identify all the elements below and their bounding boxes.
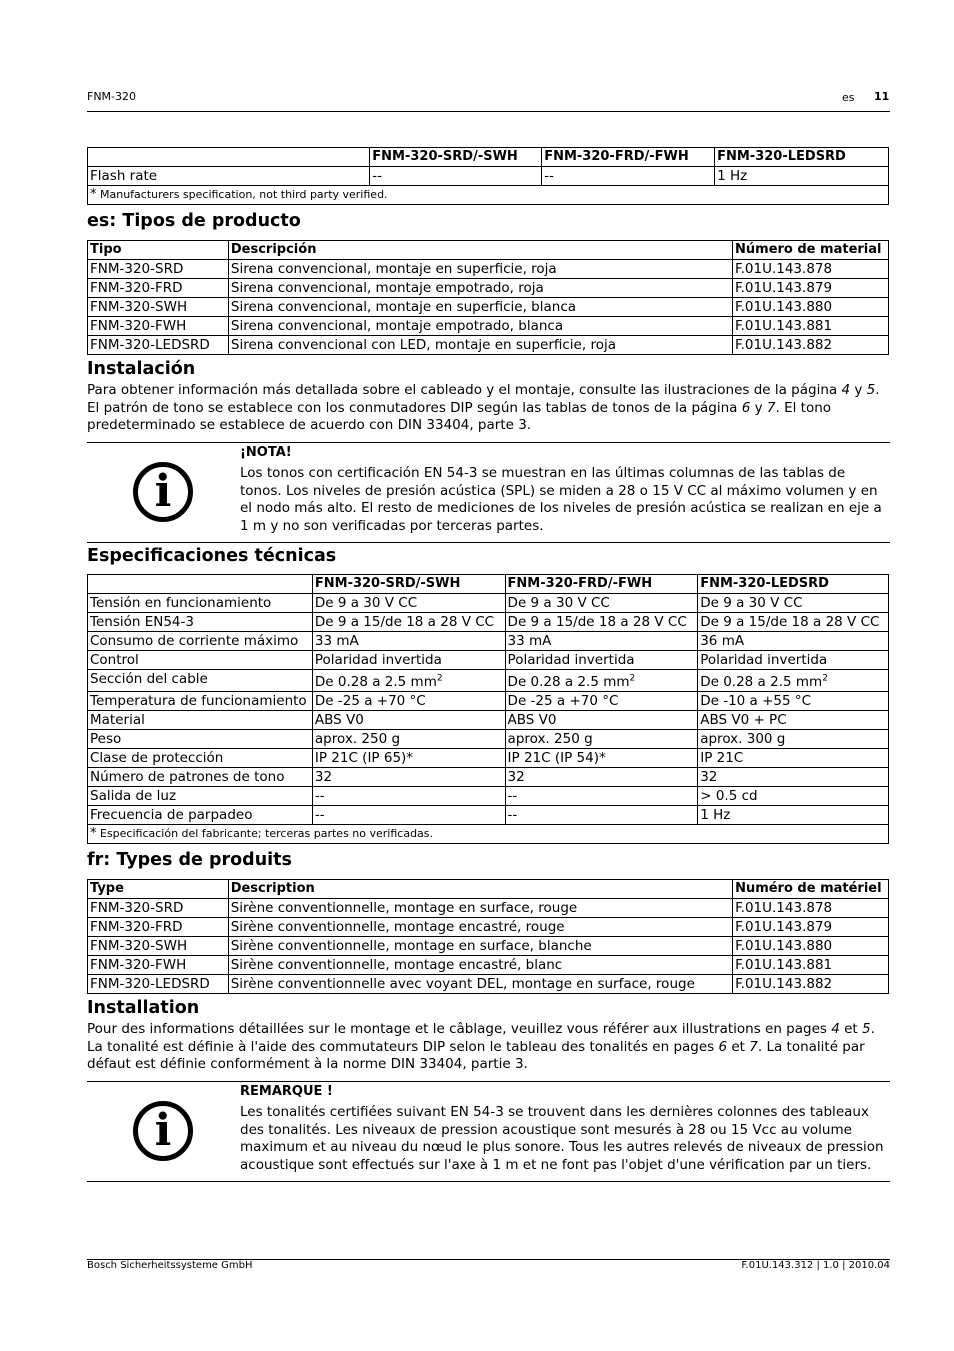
text: .	[870, 1021, 875, 1037]
table-row	[88, 768, 889, 787]
cell: IP 21C (IP 54)*	[505, 749, 698, 768]
section-heading-es-specs: Especificaciones técnicas	[87, 546, 337, 566]
table-row	[88, 298, 889, 317]
cell: Sección del cable	[88, 670, 313, 692]
info-icon: i	[133, 1101, 193, 1161]
col-header: FNM-320-LEDSRD	[698, 575, 889, 594]
text: défaut est définie conformément à la norme DIN 33404, partie 3.	[87, 1056, 528, 1072]
note-text	[240, 465, 888, 536]
header-page-number: 11	[874, 90, 890, 103]
cell: --	[542, 167, 715, 186]
cell: De 9 a 15/de 18 a 28 V CC	[312, 613, 505, 632]
col-header: Description	[228, 880, 732, 899]
cell: F.01U.143.882	[733, 975, 889, 994]
page-ref: 7	[766, 399, 776, 416]
cell: > 0.5 cd	[698, 787, 889, 806]
note-text	[240, 1104, 888, 1175]
cell: Sirène conventionnelle, montage encastré, rouge	[228, 918, 732, 937]
cell: De -25 a +70 °C	[312, 692, 505, 711]
header-rule	[87, 111, 890, 112]
superscript: 2	[822, 673, 828, 684]
text: Les tonalités certifiées suivant EN 54-3 se trouvent dans les dernières colonnes des tableaux	[240, 1104, 869, 1120]
cell: Polaridad invertida	[505, 651, 698, 670]
cell: 33 mA	[312, 632, 505, 651]
text: y	[750, 399, 767, 416]
cell: 33 mA	[505, 632, 698, 651]
table-row	[88, 279, 889, 298]
cell: Polaridad invertida	[698, 651, 889, 670]
table-row	[88, 613, 889, 632]
cell	[698, 670, 889, 692]
col-header: Numéro de matériel	[733, 880, 889, 899]
cell: aprox. 250 g	[505, 730, 698, 749]
text: y	[850, 382, 867, 398]
page-ref: 4	[831, 1021, 840, 1037]
col-header: Número de material	[733, 241, 889, 260]
cell: Sirène conventionnelle, montage encastré, blanc	[228, 956, 732, 975]
cell: Número de patrones de tono	[88, 768, 313, 787]
cell: --	[312, 787, 505, 806]
text: et	[839, 1021, 863, 1037]
table-row	[88, 787, 889, 806]
info-icon: i	[133, 462, 193, 522]
cell: De -25 a +70 °C	[505, 692, 698, 711]
cell: De 9 a 15/de 18 a 28 V CC	[698, 613, 889, 632]
text: Para obtener información más detallada sobre el cableado y el montaje, consulte las ilustraciones de la página	[87, 382, 842, 398]
table-row	[88, 670, 889, 692]
cell: FNM-320-SWH	[88, 298, 229, 317]
table-row	[88, 692, 889, 711]
note-title: REMARQUE !	[240, 1084, 333, 1099]
section-heading-es-install: Instalación	[87, 359, 196, 379]
cell: Sirena convencional, montaje en superficie, blanca	[228, 298, 732, 317]
table-row	[88, 749, 889, 768]
cell: F.01U.143.878	[733, 260, 889, 279]
col-header: FNM-320-SRD/-SWH	[370, 148, 542, 167]
table-row	[88, 899, 889, 918]
cell: FNM-320-SWH	[88, 937, 229, 956]
text: El patrón de tono se establece con los conmutadores DIP según las tablas de tonos de la página	[87, 399, 742, 416]
cell: De 9 a 30 V CC	[505, 594, 698, 613]
page-ref: 5	[866, 382, 876, 398]
page-ref: 6	[718, 1038, 728, 1055]
text: De 0.28 a 2.5 mm	[507, 674, 630, 690]
cell: IP 21C	[698, 749, 889, 768]
cell: De -10 a +55 °C	[698, 692, 889, 711]
col-header	[88, 148, 370, 167]
cell: F.01U.143.878	[733, 899, 889, 918]
cell: --	[312, 806, 505, 825]
cell: Material	[88, 711, 313, 730]
cell: FNM-320-LEDSRD	[88, 336, 229, 355]
cell: Flash rate	[88, 167, 370, 186]
text: maximum et au niveau du nœud le plus sonore. Tous les autres relevés de niveaux de pression	[240, 1139, 884, 1156]
table-footnote	[88, 186, 889, 205]
cell: Tensión EN54-3	[88, 613, 313, 632]
cell: Clase de protección	[88, 749, 313, 768]
cell: --	[505, 806, 698, 825]
cell: F.01U.143.879	[733, 279, 889, 298]
text: .	[875, 382, 880, 398]
footnote-text: Especificación del fabricante; terceras partes no verificadas.	[100, 827, 434, 840]
cell: 1 Hz	[715, 167, 889, 186]
table-row	[88, 806, 889, 825]
footnote-text: Manufacturers specification, not third party verified.	[100, 188, 388, 201]
cell: Salida de luz	[88, 787, 313, 806]
col-header: Type	[88, 880, 229, 899]
cell: Sirena convencional con LED, montaje en superficie, roja	[228, 336, 732, 355]
table-footnote	[88, 825, 889, 844]
cell: 32	[505, 768, 698, 787]
section-heading-es-types: es: Tipos de producto	[87, 211, 301, 231]
text: el nodo más alto. El resto de mediciones de los niveles de presión acústica se realizan en eje a	[240, 500, 882, 517]
cell: Polaridad invertida	[312, 651, 505, 670]
cell: 1 Hz	[698, 806, 889, 825]
table-row	[88, 632, 889, 651]
text: . El tono	[775, 399, 832, 416]
cell: --	[505, 787, 698, 806]
superscript: 2	[436, 673, 443, 684]
table-row	[88, 651, 889, 670]
cell: F.01U.143.880	[733, 937, 889, 956]
cell: FNM-320-LEDSRD	[88, 975, 229, 994]
cell: 32	[698, 768, 889, 787]
note-title: ¡NOTA!	[240, 445, 292, 460]
es-types-table	[87, 240, 889, 355]
col-header: FNM-320-SRD/-SWH	[312, 575, 505, 594]
table-row	[88, 317, 889, 336]
cell: aprox. 250 g	[312, 730, 505, 749]
col-header: FNM-320-FRD/-FWH	[542, 148, 715, 167]
cell: Peso	[88, 730, 313, 749]
cell: Sirena convencional, montaje empotrado, roja	[228, 279, 732, 298]
cell: F.01U.143.881	[733, 956, 889, 975]
table-row	[88, 336, 889, 355]
cell: F.01U.143.881	[733, 317, 889, 336]
cell: 32	[312, 768, 505, 787]
cell: 36 mA	[698, 632, 889, 651]
table-row	[88, 975, 889, 994]
col-header: Descripción	[228, 241, 732, 260]
table-row	[88, 711, 889, 730]
text: predeterminado se establece de acuerdo con DIN 33404, parte 3.	[87, 417, 532, 433]
cell: De 9 a 30 V CC	[312, 594, 505, 613]
table-row	[88, 918, 889, 937]
cell	[312, 670, 505, 692]
table-row	[88, 260, 889, 279]
es-note-box	[87, 442, 890, 543]
footnote-mark: *	[90, 826, 97, 841]
cell: Temperatura de funcionamiento	[88, 692, 313, 711]
text: et	[727, 1038, 750, 1055]
section-heading-fr-types: fr: Types de produits	[87, 850, 292, 870]
text: acoustique sont effectués sur l'axe à 1 m et ne font pas l'objet d'une vérification par un tiers.	[240, 1157, 872, 1174]
cell: Tensión en funcionamiento	[88, 594, 313, 613]
cell: Control	[88, 651, 313, 670]
text: Los tonos con certificación EN 54-3 se muestran en las últimas columnas de las tablas de	[240, 465, 846, 481]
cell: FNM-320-FRD	[88, 279, 229, 298]
page-ref: 4	[841, 382, 851, 398]
cell: De 9 a 15/de 18 a 28 V CC	[505, 613, 698, 632]
cell: Sirena convencional, montaje en superficie, roja	[228, 260, 732, 279]
header-lang: es	[842, 91, 855, 104]
text: . La tonalité par	[757, 1038, 865, 1055]
text: La tonalité est définie à l'aide des commutateurs DIP selon le tableau des tonalités en pages	[87, 1038, 719, 1055]
col-header: FNM-320-FRD/-FWH	[505, 575, 698, 594]
page-ref: 5	[862, 1021, 871, 1037]
cell: aprox. 300 g	[698, 730, 889, 749]
text: tonos. Los niveles de presión acústica (SPL) se miden a 28 o 15 V CC al máximo volumen y en	[240, 482, 878, 499]
superscript: 2	[629, 673, 636, 684]
cell: FNM-320-FWH	[88, 956, 229, 975]
cell: ABS V0	[312, 711, 505, 730]
cell: FNM-320-SRD	[88, 260, 229, 279]
table-row	[88, 956, 889, 975]
es-specs-table	[87, 574, 889, 844]
table-row	[88, 730, 889, 749]
col-header: FNM-320-LEDSRD	[715, 148, 889, 167]
footnote-mark: *	[90, 187, 97, 202]
text: des tonalités. Les niveaux de pression acoustique sont mesurés à 28 ou 15 Vcc au volume	[240, 1121, 852, 1138]
footer-company: Bosch Sicherheitssysteme GmbH	[87, 1260, 253, 1271]
cell: F.01U.143.879	[733, 918, 889, 937]
es-install-paragraph	[87, 382, 890, 435]
header-doc-title: FNM-320	[87, 90, 137, 103]
footer-doc-id: F.01U.143.312 | 1.0 | 2010.04	[741, 1260, 890, 1271]
page-ref: 7	[749, 1038, 758, 1055]
fr-install-paragraph	[87, 1021, 890, 1074]
col-header	[88, 575, 313, 594]
fr-types-table	[87, 879, 889, 994]
cell: Sirène conventionnelle, montage en surface, blanche	[228, 937, 732, 956]
text: De 0.28 a 2.5 mm	[314, 674, 437, 690]
cell: F.01U.143.880	[733, 298, 889, 317]
cell: FNM-320-SRD	[88, 899, 229, 918]
cell	[505, 670, 698, 692]
text: De 0.28 a 2.5 mm	[700, 674, 823, 690]
table-row	[88, 594, 889, 613]
text: Pour des informations détaillées sur le montage et le câblage, veuillez vous référer aux illustrations en pages	[87, 1021, 832, 1037]
cell: F.01U.143.882	[733, 336, 889, 355]
flash-rate-table	[87, 147, 889, 205]
cell: ABS V0 + PC	[698, 711, 889, 730]
cell: Sirène conventionnelle, montage en surface, rouge	[228, 899, 732, 918]
text: 1 m y no son verificadas por terceras partes.	[240, 518, 544, 535]
cell: Frecuencia de parpadeo	[88, 806, 313, 825]
cell: IP 21C (IP 65)*	[312, 749, 505, 768]
table-row	[88, 167, 889, 186]
cell: Sirena convencional, montaje empotrado, blanca	[228, 317, 732, 336]
section-heading-fr-install: Installation	[87, 998, 200, 1018]
cell: FNM-320-FWH	[88, 317, 229, 336]
cell: FNM-320-FRD	[88, 918, 229, 937]
cell: Sirène conventionnelle avec voyant DEL, montage en surface, rouge	[228, 975, 732, 994]
cell: De 9 a 30 V CC	[698, 594, 889, 613]
table-row	[88, 937, 889, 956]
cell: --	[370, 167, 542, 186]
cell: ABS V0	[505, 711, 698, 730]
cell: Consumo de corriente máximo	[88, 632, 313, 651]
col-header: Tipo	[88, 241, 229, 260]
page-ref: 6	[741, 399, 751, 416]
fr-note-box	[87, 1081, 890, 1182]
